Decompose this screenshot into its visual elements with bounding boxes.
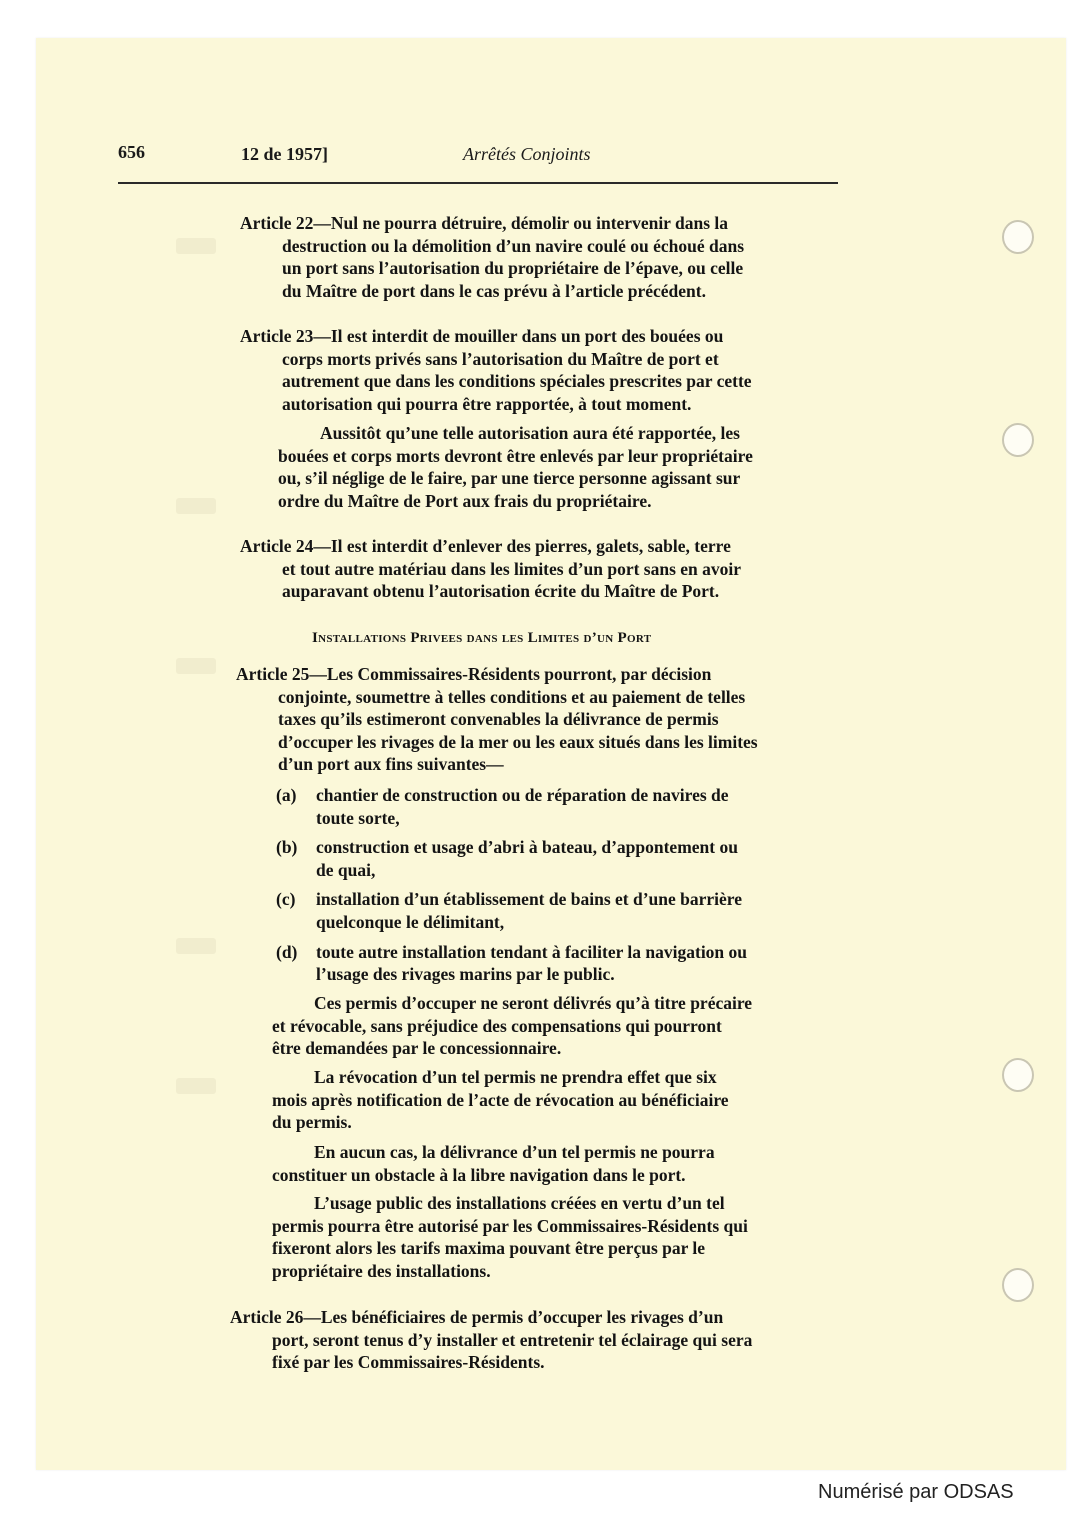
text-line: autrement que dans les conditions spéciales prescrites par cette xyxy=(282,371,752,392)
article-23 xyxy=(240,325,840,415)
text-line: et tout autre matériau dans les limites d’un port sans en avoir xyxy=(282,558,742,579)
text-line: mois après notification de l’acte de révocation au bénéficiaire xyxy=(272,1089,729,1110)
text-line: Article 23—Il est interdit de mouiller dans un port des bouées ou xyxy=(240,326,724,346)
text-line: Article 22—Nul ne pourra détruire, démolir ou intervenir dans la xyxy=(240,213,729,233)
header-title: Arrêtés Conjoints xyxy=(463,144,591,164)
text-line: taxes qu’ils estimeront convenables la délivrance de permis xyxy=(278,709,719,730)
text-line: l’usage des rivages marins par le public. xyxy=(316,964,615,985)
text-line: permis pourra être autorisé par les Commissaires-Résidents qui xyxy=(272,1215,748,1236)
page-number: 656 xyxy=(118,142,145,162)
list-item xyxy=(276,888,841,933)
binder-hole-icon xyxy=(1002,1058,1034,1092)
text-line: du Maître de port dans le cas prévu à l’article précédent. xyxy=(282,280,706,301)
article-22 xyxy=(240,212,840,302)
text-line: corps morts privés sans l’autorisation du Maître de port et xyxy=(282,348,719,369)
text-line: La révocation d’un tel permis ne prendra effet que six xyxy=(314,1067,717,1087)
binder-hole-icon xyxy=(1002,220,1034,254)
text-line: constituer un obstacle à la libre navigation dans le port. xyxy=(272,1164,686,1185)
text-line: d’un port aux fins suivantes— xyxy=(278,754,504,775)
text-line: d’occuper les rivages de la mer ou les eaux situés dans les limites xyxy=(278,731,758,752)
article-25-paragraph xyxy=(272,1141,837,1186)
text-line: fixeront alors les tarifs maxima pouvant être perçus par le xyxy=(272,1238,706,1259)
item-label: (a) xyxy=(276,785,297,805)
text-line: destruction ou la démolition d’un navire coulé ou échoué dans xyxy=(282,235,745,256)
text-line: fixé par les Commissaires-Résidents. xyxy=(272,1352,545,1373)
article-25-paragraph xyxy=(272,1192,837,1282)
article-25-paragraph xyxy=(272,992,837,1060)
list-item xyxy=(276,941,841,986)
bleed-through-mark xyxy=(176,938,216,954)
text-line: construction et usage d’abri à bateau, d’appontement ou xyxy=(316,837,738,858)
digitization-credit: Numérisé par ODSAS xyxy=(818,1481,1014,1503)
article-23-paragraph xyxy=(278,422,838,512)
bleed-through-mark xyxy=(176,498,216,514)
text-line: du permis. xyxy=(272,1112,352,1133)
text-line: quelconque le délimitant, xyxy=(316,911,505,932)
year-reference: 12 de 1957] xyxy=(241,144,328,164)
text-line: ou, s’il néglige de le faire, par une tierce personne agissant sur xyxy=(278,468,741,489)
text-line: de quai, xyxy=(316,859,376,880)
text-line: toute sorte, xyxy=(316,807,400,828)
list-item xyxy=(276,836,841,881)
text-line: installation d’un établissement de bains et d’une barrière xyxy=(316,889,743,910)
text-line: Aussitôt qu’une telle autorisation aura été rapportée, les xyxy=(320,423,740,443)
article-25-paragraph xyxy=(272,1066,837,1134)
text-line: chantier de construction ou de réparation de navires de xyxy=(316,785,729,805)
text-line: bouées et corps morts devront être enlevés par leur propriétaire xyxy=(278,445,753,466)
text-line: Ces permis d’occuper ne seront délivrés qu’à titre précaire xyxy=(314,993,753,1013)
binder-hole-icon xyxy=(1002,423,1034,457)
text-line: et révocable, sans préjudice des compensations qui pourront xyxy=(272,1015,722,1036)
text-line: être demandées par le concessionnaire. xyxy=(272,1038,562,1059)
article-25 xyxy=(236,663,836,776)
text-line: toute autre installation tendant à faciliter la navigation ou xyxy=(316,941,748,962)
text-line: un port sans l’autorisation du propriétaire de l’épave, ou celle xyxy=(282,258,744,279)
text-line: port, seront tenus d’y installer et entretenir tel éclairage qui sera xyxy=(272,1329,753,1350)
item-label: (d) xyxy=(276,941,298,962)
list-item xyxy=(276,784,841,829)
text-line: Article 24—Il est interdit d’enlever des pierres, galets, sable, terre xyxy=(240,536,731,556)
article-26 xyxy=(230,1306,830,1374)
text-line: conjointe, soumettre à telles conditions et au paiement de telles xyxy=(278,686,746,707)
article-25-list xyxy=(276,784,841,993)
item-label: (b) xyxy=(276,837,298,858)
text-line: Article 26—Les bénéficiaires de permis d’occuper les rivages d’un xyxy=(230,1307,724,1327)
running-header xyxy=(118,142,838,184)
article-24 xyxy=(240,535,840,603)
binder-hole-icon xyxy=(1002,1268,1034,1302)
section-heading: Installations Privees dans les Limites d’un Port xyxy=(312,630,652,646)
text-line: Article 25—Les Commissaires-Résidents pourront, par décision xyxy=(236,664,712,684)
text-line: En aucun cas, la délivrance d’un tel permis ne pourra xyxy=(314,1142,715,1162)
item-label: (c) xyxy=(276,889,296,910)
bleed-through-mark xyxy=(176,238,216,254)
bleed-through-mark xyxy=(176,1078,216,1094)
text-line: autorisation qui pourra être rapportée, à tout moment. xyxy=(282,393,692,414)
text-line: L’usage public des installations créées en vertu d’un tel xyxy=(314,1193,725,1213)
text-line: auparavant obtenu l’autorisation écrite du Maître de Port. xyxy=(282,581,720,602)
bleed-through-mark xyxy=(176,658,216,674)
text-line: propriétaire des installations. xyxy=(272,1260,491,1281)
text-line: ordre du Maître de Port aux frais du propriétaire. xyxy=(278,490,652,511)
